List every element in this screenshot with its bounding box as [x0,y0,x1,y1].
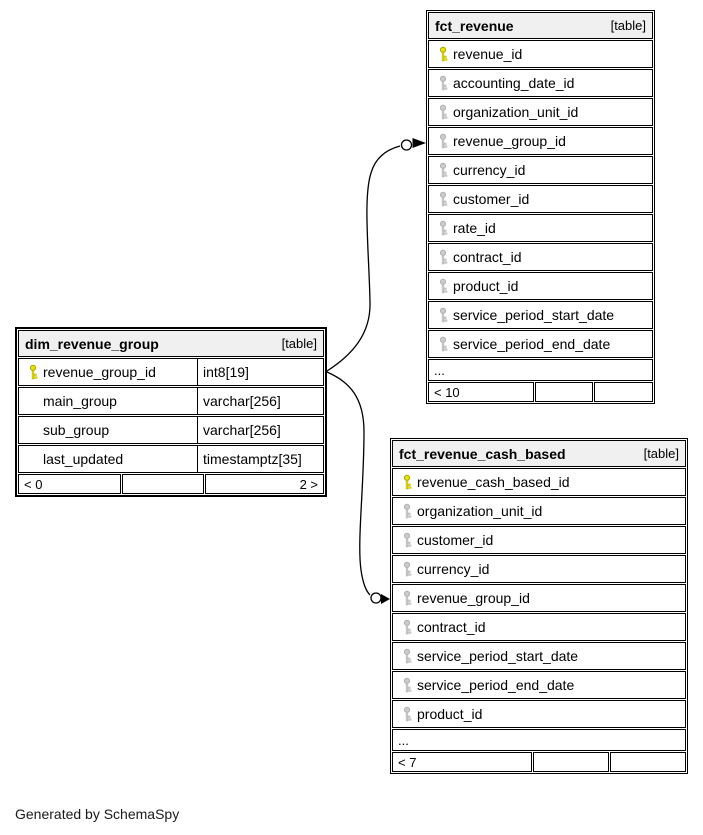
column-row-rate_id [428,214,653,242]
column-name: contract_id [417,619,486,635]
column-row-last_updated [18,445,324,473]
column-name: last_updated [43,451,124,467]
foreign-key-icon [433,220,453,236]
column-name: currency_id [453,162,526,178]
column-name: customer_id [453,191,530,207]
column-row-customer_id [428,185,653,213]
column-name: service_period_end_date [453,336,611,352]
primary-key-icon [433,46,453,62]
column-name: revenue_group_id [43,364,156,380]
foreign-key-icon [397,706,417,722]
column-name: currency_id [417,561,490,577]
table-fct-revenue[interactable] [426,10,655,404]
table-name: dim_revenue_group [25,335,159,352]
column-name: product_id [417,706,483,722]
column-name: revenue_group_id [453,133,566,149]
column-row-contract_id [428,243,653,271]
column-row-main_group [18,387,324,415]
table-header-fct_revenue[interactable] [428,12,653,39]
column-name: revenue_group_id [417,590,530,606]
foreign-key-icon [433,162,453,178]
table-type-label: [table] [610,18,646,33]
table-fct-revenue-cash-based[interactable] [390,438,688,774]
column-row-revenue_group_id [392,584,686,612]
foreign-key-icon [433,191,453,207]
column-name: organization_unit_id [453,104,579,120]
footer-cell-mid [533,752,609,772]
column-row-revenue_id [428,40,653,68]
column-name: service_period_start_date [417,648,579,664]
column-row-service_period_end_date [392,671,686,699]
column-row-customer_id [392,526,686,554]
foreign-key-icon [397,590,417,606]
foreign-key-icon [433,278,453,294]
relationship-dim-to-fct-revenue-cash-based [327,372,390,604]
table-footer [18,474,324,494]
footer-cell-left: < 10 [428,382,534,402]
zero-or-more-circle-icon [371,593,381,603]
column-row-product_id [428,272,653,300]
foreign-key-icon [433,75,453,91]
table-footer [428,382,653,402]
foreign-key-icon [433,133,453,149]
column-name: product_id [453,278,519,294]
foreign-key-icon [397,677,417,693]
footer-cell-mid [535,382,594,402]
table-dim-revenue-group[interactable] [15,327,327,497]
column-row-revenue_cash_based_id [392,468,686,496]
arrowhead-icon [413,138,427,148]
column-type: timestamptz[35] [197,446,319,472]
zero-or-more-circle-icon [402,140,412,150]
ellipsis-row: ... [428,359,653,381]
column-name: accounting_date_id [453,75,575,91]
footer-cell-left: < 7 [392,752,532,772]
column-name: revenue_cash_based_id [417,474,570,490]
column-name: contract_id [453,249,522,265]
footer-cell-right: 2 > [205,474,324,494]
column-name: service_period_end_date [417,677,575,693]
column-row-currency_id [392,555,686,583]
column-name: revenue_id [453,46,523,62]
foreign-key-icon [397,648,417,664]
generator-credit: Generated by SchemaSpy [15,806,180,822]
column-row-revenue_group_id [18,358,324,386]
relationship-dim-to-fct-revenue [327,138,426,371]
foreign-key-icon [433,336,453,352]
table-header-dim_revenue_group[interactable] [18,330,324,357]
table-type-label: [table] [643,446,679,461]
column-name: service_period_start_date [453,307,615,323]
foreign-key-icon [433,307,453,323]
footer-cell-right [594,382,653,402]
table-footer [392,752,686,772]
column-type: varchar[256] [197,417,319,443]
column-row-service_period_start_date [428,301,653,329]
column-name: organization_unit_id [417,503,543,519]
column-row-contract_id [392,613,686,641]
table-type-label: [table] [281,336,317,351]
column-name: main_group [43,393,117,409]
column-name: customer_id [417,532,494,548]
primary-key-icon [23,364,43,380]
table-name: fct_revenue_cash_based [399,445,566,462]
column-row-revenue_group_id [428,127,653,155]
column-type: varchar[256] [197,388,319,414]
column-row-service_period_start_date [392,642,686,670]
arrowhead-icon [381,594,390,604]
foreign-key-icon [397,532,417,548]
column-type: int8[19] [197,359,319,385]
column-name: rate_id [453,220,496,236]
foreign-key-icon [397,561,417,577]
ellipsis-row: ... [392,729,686,751]
column-name: sub_group [43,422,110,438]
column-row-product_id [392,700,686,728]
footer-cell-right [610,752,686,772]
column-row-accounting_date_id [428,69,653,97]
foreign-key-icon [397,619,417,635]
column-row-organization_unit_id [428,98,653,126]
primary-key-icon [397,474,417,490]
footer-cell-mid [122,474,204,494]
foreign-key-icon [397,503,417,519]
foreign-key-icon [433,249,453,265]
column-row-sub_group [18,416,324,444]
column-row-organization_unit_id [392,497,686,525]
footer-cell-left: < 0 [18,474,121,494]
foreign-key-icon [433,104,453,120]
table-header-fct_revenue_cash_based[interactable] [392,440,686,467]
column-row-currency_id [428,156,653,184]
table-name: fct_revenue [435,17,514,34]
column-row-service_period_end_date [428,330,653,358]
